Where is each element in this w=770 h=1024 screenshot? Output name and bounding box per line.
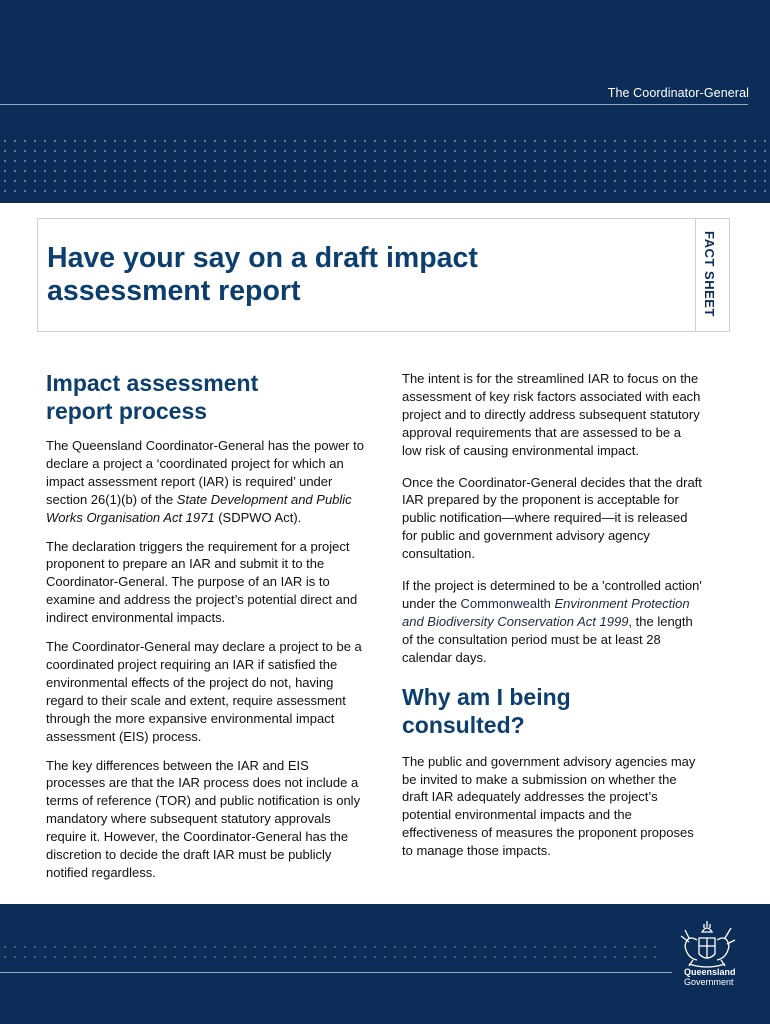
section-heading-why-consulted — [402, 683, 702, 739]
commonwealth-text: Commonwealth — [460, 595, 555, 611]
title-box-divider — [695, 219, 696, 331]
page-title-line1: Have your say on a draft impact — [47, 242, 478, 274]
paragraph-declaration — [46, 437, 370, 527]
paragraph-text: If the project is determined to be a 'controlled action' under the — [402, 578, 702, 611]
paragraph-trigger: The declaration triggers the requirement for a project proponent to prepare an IAR and submit it to the Coordinator-General. The purpose of an IAR is to examine and address the project’s potential direct and indirect environmental impacts. — [46, 538, 358, 626]
org-name: The Coordinator-General — [607, 86, 749, 100]
page-title — [47, 242, 478, 308]
footer-banner — [0, 904, 770, 1024]
heading-line2: report process — [46, 398, 208, 424]
left-column — [46, 369, 370, 882]
paragraph-differences: The key differences between the IAR and EIS processes are that the IAR process does not include a terms of reference (TOR) and public notification is only mandatory where subsequent statutory approvals require it. However, the Coordinator-General has the discretion to decide the draft IAR must be publicly notified regardless. — [46, 757, 361, 880]
page-title-line2: assessment report — [47, 275, 301, 307]
logo-line1: Queensland — [684, 967, 736, 977]
section-heading-iar-process — [46, 369, 370, 425]
queensland-crest-icon — [675, 916, 739, 972]
act-title: State Development and Public Works Organisation Act 1971 — [46, 491, 352, 525]
paragraph-submissions: The public and government advisory agencies may be invited to make a submission on whether the draft IAR adequately addresses the project’s potential environmental impacts and the effectiveness of measures the proponent proposes to manage those impacts. — [402, 753, 696, 859]
footer-dot-pattern — [0, 942, 660, 962]
heading-line2: consulted? — [402, 711, 525, 738]
act-title: Environment Protection and Biodiversity Conservation Act 1999 — [402, 595, 690, 629]
paragraph-criteria: The Coordinator-General may declare a project to be a coordinated project requiring an IAR if satisfied the environmental effects of the project do not, having regard to their scale and extent, require assessment through the more expansive environmental impact assessment (EIS) process. — [46, 639, 362, 744]
header-banner — [0, 0, 770, 203]
fact-sheet-badge: FACT SHEET — [702, 231, 717, 317]
queensland-government-logo — [684, 967, 736, 987]
title-box — [37, 218, 730, 332]
footer-rule — [0, 972, 672, 973]
paragraph-intent: The intent is for the streamlined IAR to focus on the assessment of key risk factors associated with each project and to directly address subsequent statutory approval requirements that are assessed to be a low risk of causing environmental impact. — [402, 371, 701, 458]
logo-line2: Government — [684, 977, 734, 987]
paragraph-text: The Queensland Coordinator-General has the power to declare a project a ‘coordinated project for which an impact assessment report (IAR) is required’ under section 26(1)(b) of the — [46, 438, 364, 507]
heading-line1: Impact assessment — [46, 370, 259, 396]
paragraph-controlled-action — [402, 577, 702, 667]
paragraph-text: , the length of the consultation period must be at least 28 calendar days. — [402, 613, 693, 665]
paragraph-text: (SDPWO Act). — [214, 509, 302, 525]
header-rule — [0, 104, 748, 105]
heading-line1: Why am I being — [402, 683, 571, 710]
paragraph-release: Once the Coordinator-General decides that the draft IAR prepared by the proponent is acceptable for public notification—where required—it is released for public and government advisory agency consultation. — [402, 474, 702, 562]
header-dot-pattern — [0, 136, 770, 196]
right-column — [402, 370, 702, 860]
